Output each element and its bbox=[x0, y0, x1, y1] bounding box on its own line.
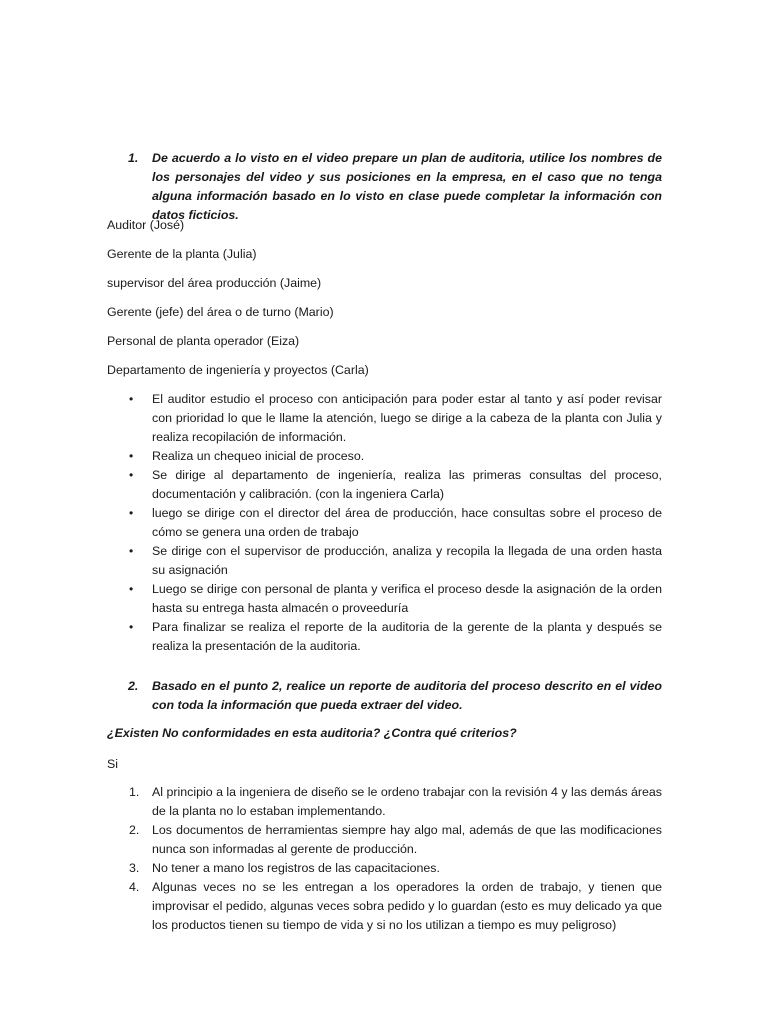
list-item bbox=[129, 390, 662, 447]
list-item bbox=[129, 466, 662, 504]
finding-text: Algunas veces no se les entregan a los operadores la orden de trabajo, y tienen que improvisar el pedido, algunas veces sobra pedido y lo guardan (esto es muy delicado ya que los productos tienen su tiempo de vida y si no los utilizan a tiempo es muy peligroso) bbox=[152, 880, 662, 932]
process-bullet-list bbox=[129, 390, 662, 656]
finding-text: Al principio a la ingeniera de diseño se le ordeno trabajar con la revisión 4 y las demás áreas de la planta no lo estaban implementando. bbox=[152, 785, 662, 818]
role-operator: Personal de planta operador (Eiza) bbox=[107, 334, 300, 348]
bullet-text: Luego se dirige con personal de planta y verifica el proceso desde la asignación de la orden hasta su entrega hasta almacén o proveeduría bbox=[152, 582, 662, 615]
list-item bbox=[129, 783, 662, 821]
role-production-supervisor: supervisor del área producción (Jaime) bbox=[107, 276, 322, 290]
list-item bbox=[129, 580, 662, 618]
bullet-icon: • bbox=[129, 449, 134, 463]
bullet-icon: • bbox=[129, 392, 134, 406]
bullet-text: El auditor estudio el proceso con anticipación para poder estar al tanto y así poder revisar con prioridad lo que le llame la atención, luego se dirige a la cabeza de la planta con Julia y realiza recopilación de información. bbox=[152, 392, 662, 444]
finding-text: Los documentos de herramientas siempre hay algo mal, además de que las modificaciones nunca son informadas al gerente de producción. bbox=[152, 823, 662, 856]
bullet-text: Se dirige con el supervisor de producción, analiza y recopila la llegada de una orden hasta su asignación bbox=[152, 544, 662, 577]
role-area-manager: Gerente (jefe) del área o de turno (Mario) bbox=[107, 305, 334, 319]
finding-text: No tener a mano los registros de las capacitaciones. bbox=[152, 861, 440, 875]
list-item bbox=[129, 821, 662, 859]
question-2-number: 2. bbox=[128, 679, 139, 693]
bullet-text: Se dirige al departamento de ingeniería, realiza las primeras consultas del proceso, documentación y calibración. (con la ingeniera Carla) bbox=[152, 468, 662, 501]
bullet-icon: • bbox=[129, 620, 134, 634]
list-item bbox=[129, 618, 662, 656]
list-item bbox=[129, 859, 662, 878]
bullet-icon: • bbox=[129, 544, 134, 558]
question-1-number: 1. bbox=[128, 151, 139, 165]
finding-number: 3. bbox=[129, 861, 140, 875]
finding-number: 4. bbox=[129, 880, 140, 894]
list-item bbox=[129, 504, 662, 542]
bullet-icon: • bbox=[129, 468, 134, 482]
bullet-text: luego se dirige con el director del área de producción, hace consultas sobre el proceso de cómo se genera una orden de trabajo bbox=[152, 506, 662, 539]
list-item bbox=[129, 447, 662, 466]
question-1-text: De acuerdo a lo visto en el video prepare un plan de auditoria, utilice los nombres de los personajes del video y sus posiciones en la empresa, en el caso que no tenga alguna información basado en lo visto en clase puede completar la información con datos ficticios. bbox=[152, 151, 662, 222]
findings-list bbox=[129, 783, 662, 935]
bullet-text: Para finalizar se realiza el reporte de la auditoria de la gerente de la planta y después se realiza la presentación de la auditoria. bbox=[152, 620, 662, 653]
question-2-text: Basado en el punto 2, realice un reporte de auditoria del proceso descrito en el video con toda la información que pueda extraer del video. bbox=[152, 679, 662, 712]
role-plant-manager: Gerente de la planta (Julia) bbox=[107, 247, 257, 261]
question-1 bbox=[128, 149, 662, 225]
list-item bbox=[129, 542, 662, 580]
nonconformity-question: ¿Existen No conformidades en esta auditoria? ¿Contra qué criterios? bbox=[107, 726, 517, 740]
role-engineering: Departamento de ingeniería y proyectos (Carla) bbox=[107, 363, 369, 377]
bullet-text: Realiza un chequeo inicial de proceso. bbox=[152, 449, 365, 463]
answer-text: Si bbox=[107, 757, 119, 771]
list-item bbox=[129, 878, 662, 935]
finding-number: 1. bbox=[129, 785, 140, 799]
finding-number: 2. bbox=[129, 823, 140, 837]
question-2 bbox=[128, 677, 662, 715]
bullet-icon: • bbox=[129, 582, 134, 596]
bullet-icon: • bbox=[129, 506, 134, 520]
role-auditor: Auditor (José) bbox=[107, 218, 185, 232]
